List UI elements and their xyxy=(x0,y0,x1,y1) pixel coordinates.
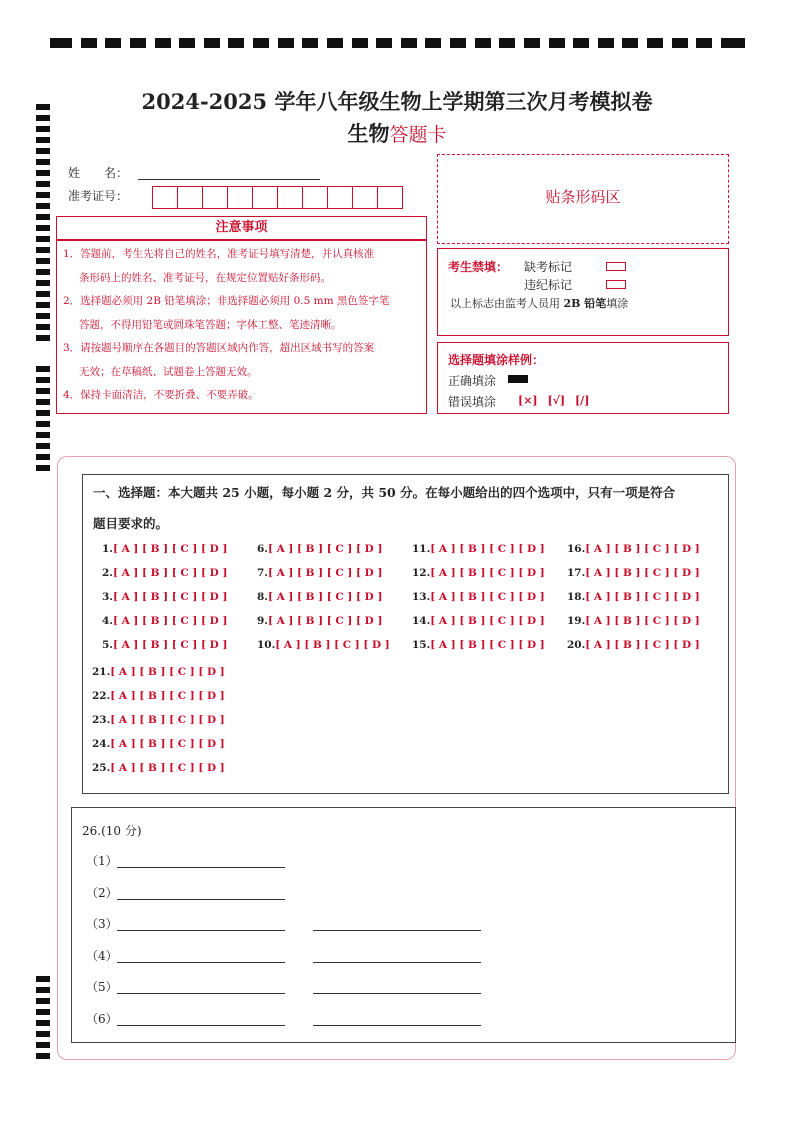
choice-question[interactable] xyxy=(257,639,390,651)
side-timing-mark xyxy=(36,410,50,416)
question-number: 16. xyxy=(567,543,586,555)
question-number: 23. xyxy=(92,714,111,726)
id-label: 准考证号： xyxy=(68,189,129,203)
answer-row-label: （2） xyxy=(86,885,118,900)
option-bubbles[interactable]: [ A ] [ B ] [ C ] [ D ] xyxy=(585,615,700,627)
option-bubbles[interactable]: [ A ] [ B ] [ C ] [ D ] xyxy=(585,567,700,579)
id-digit-box[interactable] xyxy=(277,186,303,209)
name-label: 姓 名： xyxy=(68,166,129,180)
choice-question[interactable] xyxy=(567,543,700,555)
question-number: 14. xyxy=(412,615,431,627)
question-number: 21. xyxy=(92,666,111,678)
option-bubbles[interactable]: [ A ] [ B ] [ C ] [ D ] xyxy=(275,639,390,651)
option-bubbles[interactable]: [ A ] [ B ] [ C ] [ D ] xyxy=(110,714,225,726)
question-26-title: 26.(10 分) xyxy=(82,824,142,838)
answer-line[interactable] xyxy=(313,962,481,963)
choice-question[interactable] xyxy=(567,591,700,603)
side-timing-mark xyxy=(36,236,50,242)
question-number: 24. xyxy=(92,738,111,750)
side-timing-mark xyxy=(36,269,50,275)
forbidden-label: 考生禁填： xyxy=(448,260,509,274)
section-choice-title-1: 一、选择题：本大题共 25 小题，每小题 2 分，共 50 分。在每小题给出的四个选项中，只有一项是符合 xyxy=(93,485,676,500)
option-bubbles[interactable]: [ A ] [ B ] [ C ] [ D ] xyxy=(585,543,700,555)
option-bubbles[interactable]: [ A ] [ B ] [ C ] [ D ] xyxy=(585,639,700,651)
id-digit-box[interactable] xyxy=(152,186,178,209)
side-timing-mark xyxy=(36,443,50,449)
answer-row-label: （3） xyxy=(86,917,118,931)
side-timing-mark xyxy=(36,192,50,198)
option-bubbles[interactable]: [ A ] [ B ] [ C ] [ D ] xyxy=(430,591,545,603)
notice-title: 注意事项 xyxy=(215,220,268,235)
choice-question[interactable] xyxy=(412,615,545,627)
choice-question[interactable] xyxy=(257,615,382,627)
answer-row-label: （4） xyxy=(86,948,118,963)
option-bubbles[interactable]: [ A ] [ B ] [ C ] [ D ] xyxy=(112,639,228,651)
notice-item-1: 1．答题前，考生先将自己的姓名，准考证号填写清楚，并认真核准 条形码上的姓名、准考证号，在规定位置贴好条形码。 xyxy=(63,248,375,284)
fill-example-box xyxy=(437,342,729,414)
side-timing-mark xyxy=(36,1031,50,1037)
id-digit-box[interactable] xyxy=(252,186,278,209)
side-timing-mark xyxy=(36,258,50,264)
answer-row xyxy=(86,1010,118,1027)
choice-question[interactable] xyxy=(102,639,227,651)
choice-question[interactable] xyxy=(412,591,545,603)
choice-question[interactable] xyxy=(567,567,700,579)
question-number: 1. xyxy=(102,543,113,555)
notice-item-3: 3．请按题号顺序在各题目的答题区域内作答，超出区域书写的答案 无效；在草稿纸、试题卷上答题无效。 xyxy=(63,342,375,378)
choice-question[interactable] xyxy=(102,615,227,627)
option-bubbles[interactable]: [ A ] [ B ] [ C ] [ D ] xyxy=(267,615,383,627)
choice-question[interactable] xyxy=(257,591,382,603)
id-digit-box[interactable] xyxy=(177,186,203,209)
question-number: 11. xyxy=(412,543,431,555)
id-digit-box[interactable] xyxy=(327,186,353,209)
side-timing-mark xyxy=(36,454,50,460)
notice-body xyxy=(56,240,427,414)
question-number: 18. xyxy=(567,591,586,603)
option-bubbles[interactable]: [ A ] [ B ] [ C ] [ D ] xyxy=(112,543,228,555)
notice-item-4: 4．保持卡面清洁，不要折叠、不要弄破。 xyxy=(63,389,259,401)
question-number: 15. xyxy=(412,639,431,651)
choice-question[interactable] xyxy=(102,567,227,579)
section-choice-title-2: 题目要求的。 xyxy=(93,516,169,531)
answer-line[interactable] xyxy=(117,1025,285,1026)
answer-card-label: 答题卡 xyxy=(389,124,447,146)
question-number: 19. xyxy=(567,615,586,627)
question-number: 4. xyxy=(102,615,113,627)
side-timing-mark xyxy=(36,465,50,471)
option-bubbles[interactable]: [ A ] [ B ] [ C ] [ D ] xyxy=(430,543,545,555)
side-timing-mark xyxy=(36,291,50,297)
id-digit-box[interactable] xyxy=(227,186,253,209)
choice-question[interactable] xyxy=(567,639,700,651)
answer-row xyxy=(86,915,118,932)
forbidden-box xyxy=(437,248,729,336)
choice-question[interactable] xyxy=(257,543,382,555)
side-timing-mark xyxy=(36,366,50,372)
question-number: 12. xyxy=(412,567,431,579)
side-timing-mark xyxy=(36,377,50,383)
side-timing-mark xyxy=(36,987,50,993)
choice-question[interactable] xyxy=(257,567,382,579)
option-bubbles[interactable]: [ A ] [ B ] [ C ] [ D ] xyxy=(267,543,383,555)
choice-question[interactable] xyxy=(92,690,225,702)
answer-line[interactable] xyxy=(117,993,285,994)
absent-checkbox[interactable] xyxy=(606,262,626,271)
question-number: 9. xyxy=(257,615,268,627)
choice-question[interactable] xyxy=(412,639,545,651)
question-number: 5. xyxy=(102,639,113,651)
fill-example-title: 选择题填涂样例： xyxy=(448,353,545,367)
id-digit-box[interactable] xyxy=(302,186,328,209)
side-timing-mark xyxy=(36,214,50,220)
option-bubbles[interactable]: [ A ] [ B ] [ C ] [ D ] xyxy=(110,690,225,702)
side-timing-mark xyxy=(36,421,50,427)
option-bubbles[interactable]: [ A ] [ B ] [ C ] [ D ] xyxy=(112,567,228,579)
correct-fill-sample xyxy=(508,375,528,383)
choice-question[interactable] xyxy=(102,543,227,555)
question-number: 17. xyxy=(567,567,586,579)
side-timing-mark xyxy=(36,998,50,1004)
side-timing-mark xyxy=(36,280,50,286)
choice-question[interactable] xyxy=(92,738,225,750)
id-digit-box[interactable] xyxy=(377,186,403,209)
subject-label: 生物 xyxy=(347,121,390,146)
forbidden-note: 以上标志由监考人员用 2B 铅笔填涂 xyxy=(450,297,629,310)
side-timing-mark xyxy=(36,159,50,165)
option-bubbles[interactable]: [ A ] [ B ] [ C ] [ D ] xyxy=(430,567,545,579)
answer-line[interactable] xyxy=(313,930,481,931)
option-bubbles[interactable]: [ A ] [ B ] [ C ] [ D ] xyxy=(110,738,225,750)
question-number: 10. xyxy=(257,639,276,651)
option-bubbles[interactable]: [ A ] [ B ] [ C ] [ D ] xyxy=(112,591,228,603)
page-title: 2024-2025 学年八年级生物上学期第三次月考模拟卷 xyxy=(141,89,653,114)
question-number: 25. xyxy=(92,762,111,774)
choice-question[interactable] xyxy=(92,714,225,726)
absent-label: 缺考标记 xyxy=(524,260,573,274)
violation-label: 违纪标记 xyxy=(524,278,573,292)
notice-header xyxy=(56,216,427,240)
side-timing-mark xyxy=(36,1042,50,1048)
side-timing-mark xyxy=(36,203,50,209)
side-timing-mark xyxy=(36,1053,50,1059)
notice-item-2: 2．选择题必须用 2B 铅笔填涂；非选择题必须用 0.5 mm 黑色签字笔 答题，不得用铅笔或圆珠笔答题；字体工整、笔迹清晰。 xyxy=(63,295,390,331)
option-bubbles[interactable]: [ A ] [ B ] [ C ] [ D ] xyxy=(430,639,545,651)
question-number: 3. xyxy=(102,591,113,603)
answer-line[interactable] xyxy=(117,930,285,931)
question-number: 2. xyxy=(102,567,113,579)
choice-question[interactable] xyxy=(412,543,545,555)
side-timing-mark xyxy=(36,1009,50,1015)
side-timing-mark xyxy=(36,225,50,231)
side-timing-mark xyxy=(36,313,50,319)
barcode-area xyxy=(437,154,729,244)
answer-row-label: （5） xyxy=(86,980,118,994)
question-number: 7. xyxy=(257,567,268,579)
side-timing-mark xyxy=(36,170,50,176)
side-timing-mark xyxy=(36,335,50,341)
answer-row-label: （1） xyxy=(86,854,118,868)
wrong-fill-label: 错误填涂 xyxy=(448,395,497,409)
answer-row xyxy=(86,947,118,964)
answer-row xyxy=(86,978,118,995)
choice-question[interactable] xyxy=(92,666,225,678)
question-number: 20. xyxy=(567,639,586,651)
question-number: 8. xyxy=(257,591,268,603)
answer-line[interactable] xyxy=(117,962,285,963)
option-bubbles[interactable]: [ A ] [ B ] [ C ] [ D ] xyxy=(110,762,225,774)
side-timing-mark xyxy=(36,388,50,394)
option-bubbles[interactable]: [ A ] [ B ] [ C ] [ D ] xyxy=(112,615,228,627)
question-number: 22. xyxy=(92,690,111,702)
question-number: 13. xyxy=(412,591,431,603)
option-bubbles[interactable]: [ A ] [ B ] [ C ] [ D ] xyxy=(110,666,225,678)
choice-question[interactable] xyxy=(102,591,227,603)
top-timing-marks xyxy=(50,38,745,50)
barcode-label: 贴条形码区 xyxy=(545,188,621,206)
answer-row-label: （6） xyxy=(86,1011,118,1026)
option-bubbles[interactable]: [ A ] [ B ] [ C ] [ D ] xyxy=(430,615,545,627)
id-digit-box[interactable] xyxy=(352,186,378,209)
wrong-fill-samples: [×] [√] [/] xyxy=(518,394,590,407)
answer-row xyxy=(86,852,118,869)
option-bubbles[interactable]: [ A ] [ B ] [ C ] [ D ] xyxy=(267,591,383,603)
answer-row xyxy=(86,884,118,901)
correct-fill-label: 正确填涂 xyxy=(448,374,497,388)
question-number: 6. xyxy=(257,543,268,555)
answer-line[interactable] xyxy=(313,1025,481,1026)
violation-checkbox[interactable] xyxy=(606,280,626,289)
name-field[interactable] xyxy=(138,164,320,180)
id-boxes[interactable] xyxy=(153,186,403,209)
side-timing-mark xyxy=(36,324,50,330)
answer-line[interactable] xyxy=(117,899,285,900)
choice-question[interactable] xyxy=(412,567,545,579)
side-timing-mark xyxy=(36,399,50,405)
page-subtitle xyxy=(0,118,794,148)
side-timing-mark xyxy=(36,1020,50,1026)
choice-question[interactable] xyxy=(567,615,700,627)
option-bubbles[interactable]: [ A ] [ B ] [ C ] [ D ] xyxy=(267,567,383,579)
side-timing-mark xyxy=(36,148,50,154)
section-26 xyxy=(71,807,736,1043)
id-digit-box[interactable] xyxy=(202,186,228,209)
answer-line[interactable] xyxy=(313,993,481,994)
side-timing-mark xyxy=(36,976,50,982)
option-bubbles[interactable]: [ A ] [ B ] [ C ] [ D ] xyxy=(585,591,700,603)
side-timing-mark xyxy=(36,247,50,253)
side-timing-mark xyxy=(36,302,50,308)
answer-line[interactable] xyxy=(117,867,285,868)
choice-question[interactable] xyxy=(92,762,225,774)
side-timing-mark xyxy=(36,432,50,438)
side-timing-mark xyxy=(36,181,50,187)
